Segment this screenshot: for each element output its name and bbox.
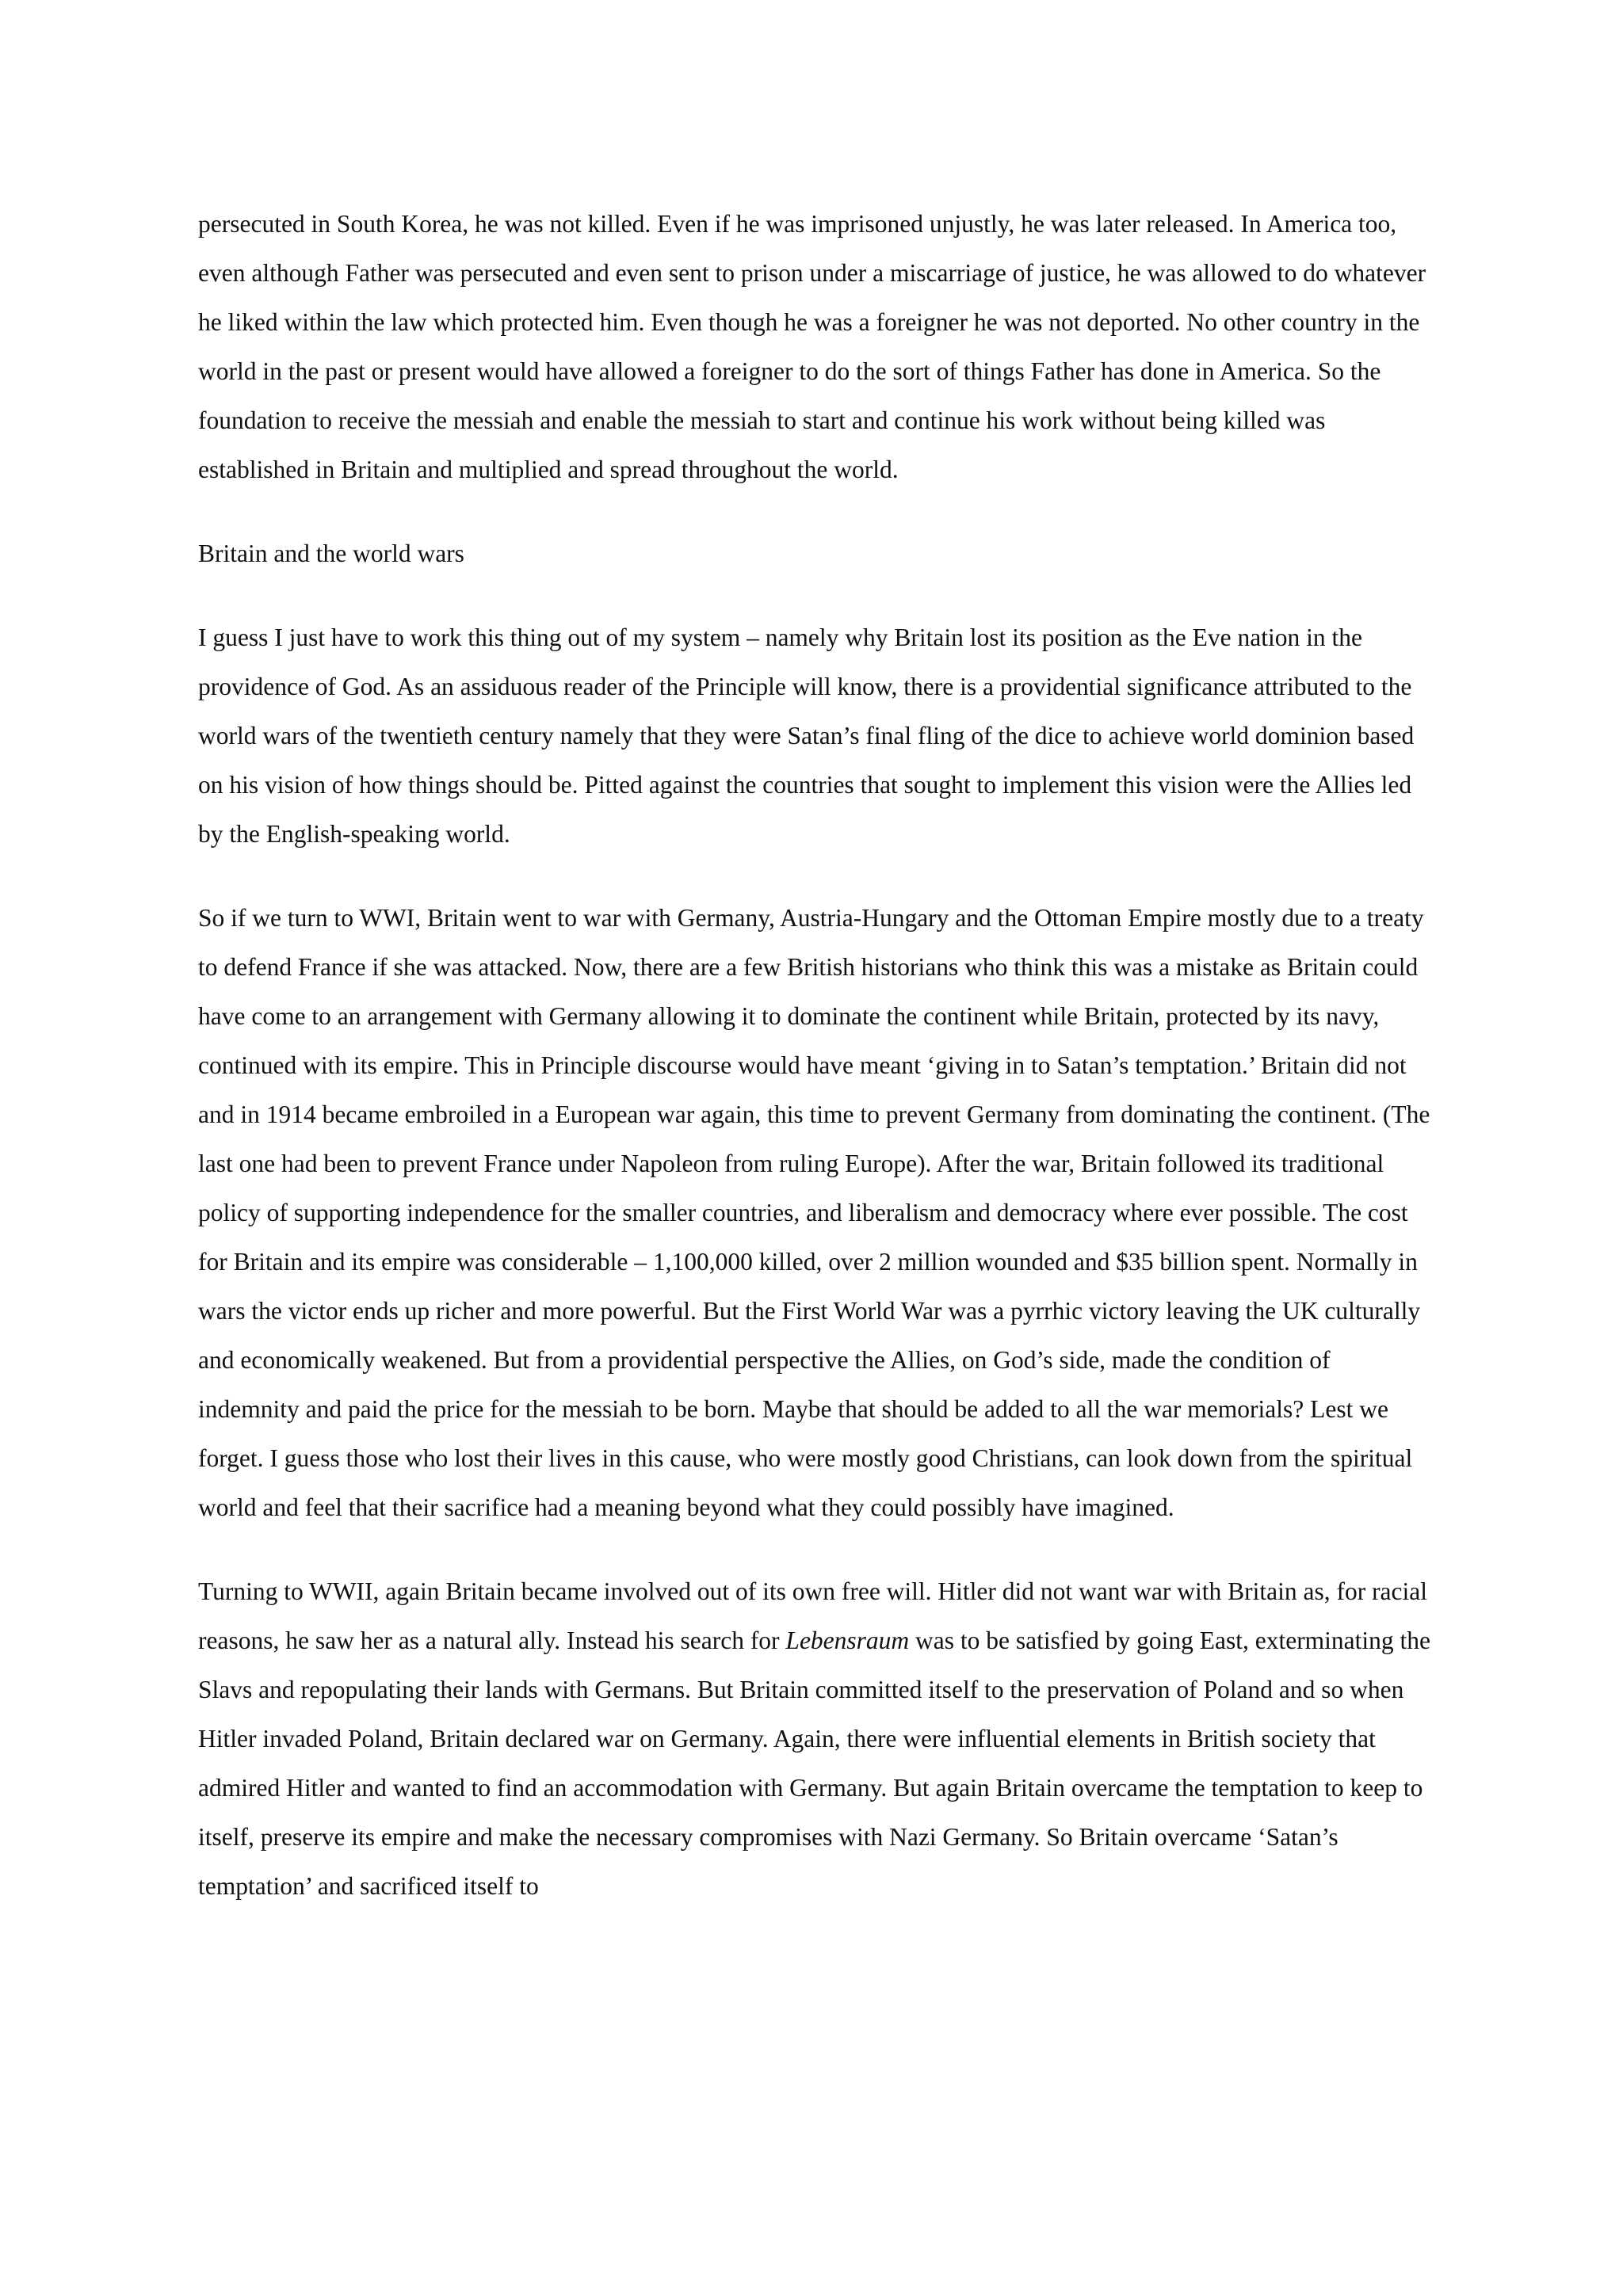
italic-term: Lebensraum — [785, 1627, 910, 1654]
paragraph-text: Turning to WWII, again Britain became involved out of its own free will. Hitler did not want war with Britain as, for racial reasons, he saw her as a natural ally. Instead his search for — [198, 1577, 1428, 1654]
heading-text: Britain and the world wars — [198, 540, 464, 567]
paragraph-text: persecuted in South Korea, he was not killed. Even if he was imprisoned unjustly, he was later released. In America too, even although Father was persecuted and even sent to prison under a miscarriage of justice, he was allowed to do whatever he liked within the law which protected him. Even though he was a foreigner he was not deported. No other country in the world in the past or present would have allowed a foreigner to do the sort of things Father has done in America. So the foundation to receive the messiah and enable the messiah to start and continue his work without being killed was established in Britain and multiplied and spread throughout the world. — [198, 210, 1426, 483]
paragraph-text: So if we turn to WWI, Britain went to war with Germany, Austria-Hungary and the Ottoman Empire mostly due to a treaty to defend France if she was attacked. Now, there are a few British historians who think this was a mistake as Britain could have come to an arrangement with Germany allowing it to dominate the continent while Britain, protected by its navy, continued with its empire. This in Principle discourse would have meant ‘giving in to Satan’s temptation.’ Britain did not and in 1914 became embroiled in a European war again, this time to prevent Germany from dominating the continent. (The last one had been to prevent France under Napoleon from ruling Europe). After the war, Britain followed its traditional policy of supporting independence for the smaller countries, and liberalism and democracy where ever possible. The cost for Britain and its empire was considerable – 1,100,000 killed, over 2 million wounded and $35 billion spent. Normally in wars the victor ends up richer and more powerful. But the First World War was a pyrrhic victory leaving the UK culturally and economically weakened. But from a providential perspective the Allies, on God’s side, made the condition of indemnity and paid the price for the messiah to be born. Maybe that should be added to all the war memorials? Lest we forget. I guess those who lost their lives in this cause, who were mostly good Christians, can look down from the spiritual world and feel that their sacrifice had a meaning beyond what they could possibly have imagined. — [198, 904, 1430, 1521]
paragraph-1 — [198, 200, 1434, 494]
section-heading — [198, 529, 1434, 578]
paragraph-2 — [198, 613, 1434, 859]
document-body — [198, 200, 1434, 1946]
paragraph-text: was to be satisfied by going East, exterminating the Slavs and repopulating their lands with Germans. But Britain committed itself to the preservation of Poland and so when Hitler invaded Poland, Britain declared war on Germany. Again, there were influential elements in British society that admired Hitler and wanted to find an accommodation with Germany. But again Britain overcame the temptation to keep to itself, preserve its empire and make the necessary compromises with Nazi Germany. So Britain overcame ‘Satan’s temptation’ and sacrificed itself to — [198, 1627, 1431, 1900]
paragraph-3 — [198, 894, 1434, 1532]
paragraph-4 — [198, 1567, 1434, 1911]
paragraph-text: I guess I just have to work this thing out of my system – namely why Britain lost its position as the Eve nation in the providence of God. As an assiduous reader of the Principle will know, there is a providential significance attributed to the world wars of the twentieth century namely that they were Satan’s final fling of the dice to achieve world dominion based on his vision of how things should be. Pitted against the countries that sought to implement this vision were the Allies led by the English-speaking world. — [198, 624, 1415, 848]
